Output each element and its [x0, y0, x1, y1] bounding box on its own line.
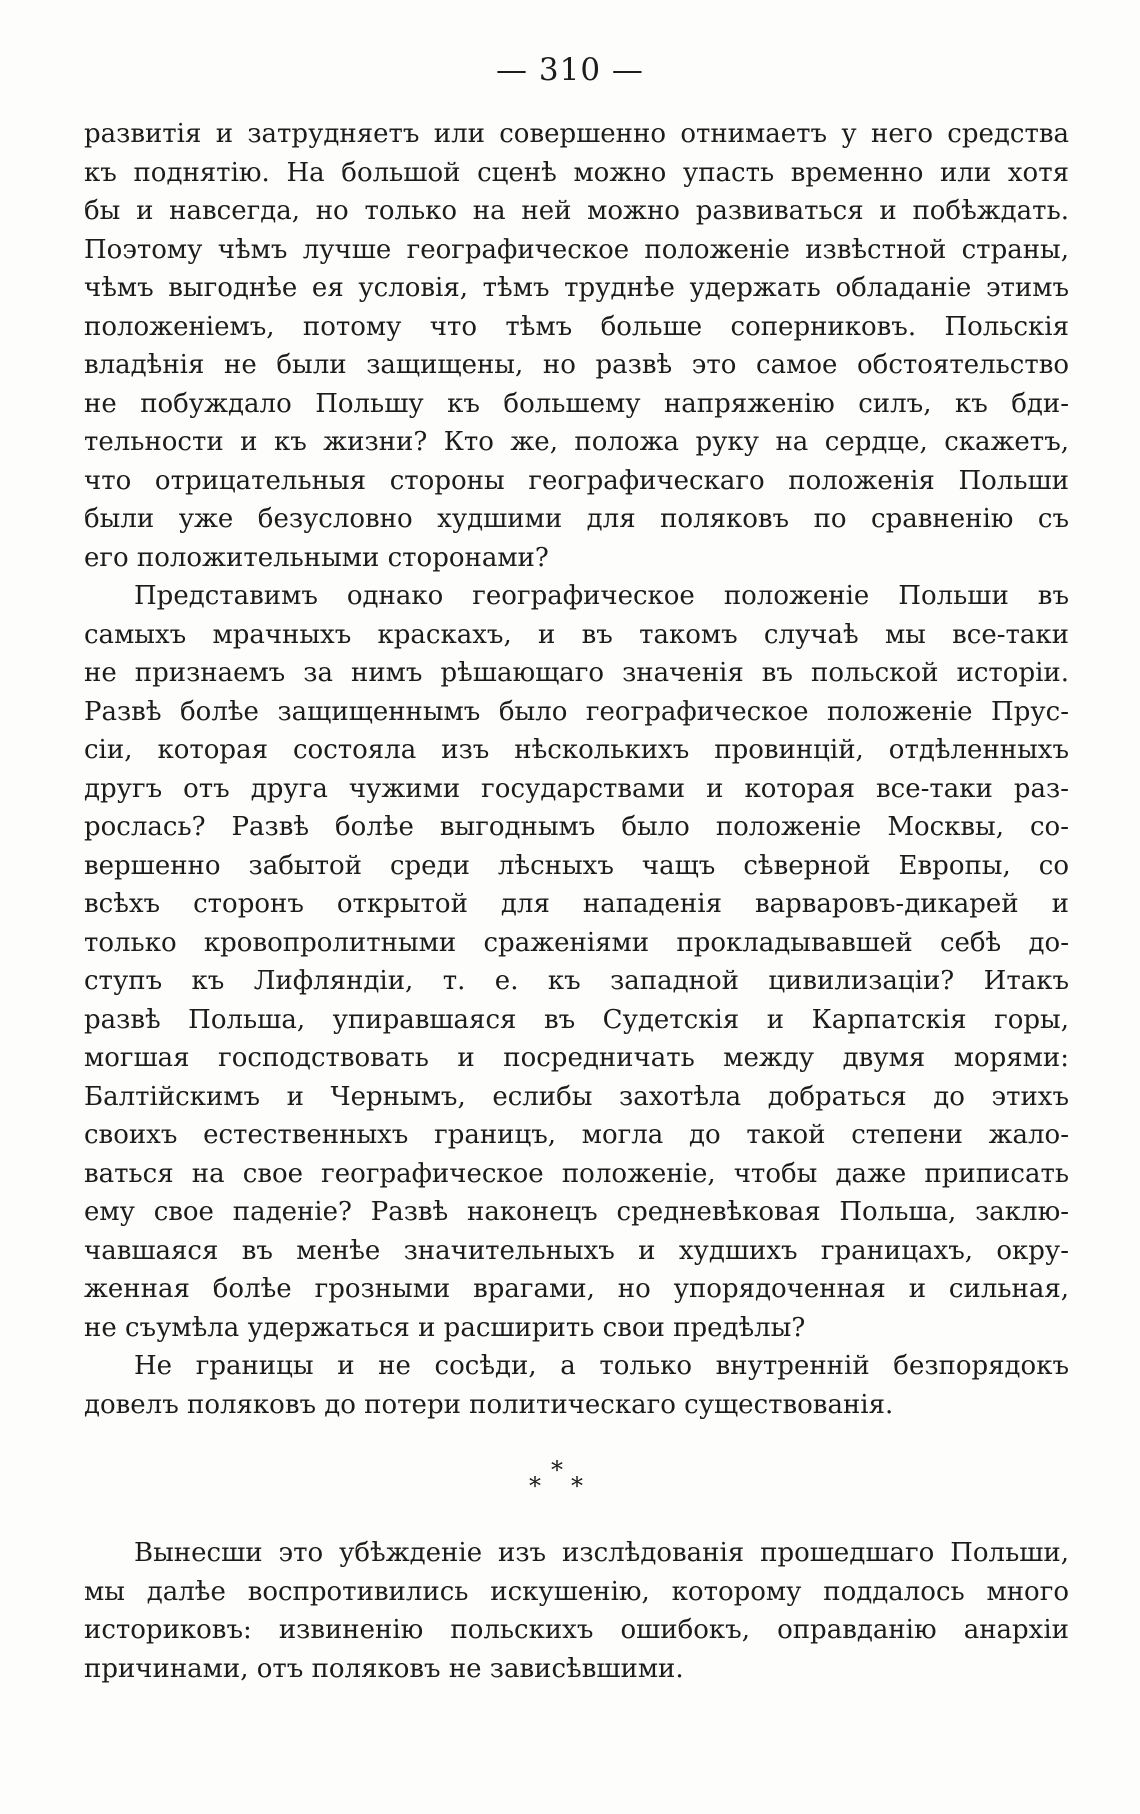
text-line: Поэтому чѣмъ лучше географическое положеніе извѣстной страны, [84, 234, 1069, 265]
section-break [84, 1424, 1069, 1534]
text-line: всѣхъ сторонъ открытой для нападенія варваровъ-дикарей и [84, 889, 1069, 919]
text-line: ступъ къ Лифляндіи, т. е. къ западной цивилизаціи? Итакъ [84, 966, 1069, 996]
text-line: чавшаяся въ менѣе значительныхъ и худшихъ границахъ, окру- [84, 1235, 1069, 1266]
text-line: развѣ Польша, упиравшаяся въ Судетскія и Карпатскія горы, [84, 1004, 1069, 1035]
text-line: не признаемъ за нимъ рѣшающаго значенія въ польской исторіи. [84, 658, 1069, 688]
text-line: своихъ естественныхъ границъ, могла до такой степени жало- [84, 1120, 1069, 1150]
body-text [84, 115, 1069, 1688]
text-line: Не границы и не сосѣди, а только внутренній безпорядокъ [134, 1351, 1069, 1381]
text-line: были уже безусловно худшими для поляковъ по сравненію съ [84, 504, 1069, 534]
paragraph-1 [84, 115, 1069, 577]
text-line: что отрицательныя стороны географическаго положенія Польши [84, 465, 1069, 496]
text-line: тельности и къ жизни? Кто же, положа руку на сердце, скажетъ, [84, 427, 1069, 457]
text-line: только кровопролитными сраженіями прокладывавшей себѣ до- [84, 927, 1069, 958]
text-line: причинами, отъ поляковъ не зависѣвшими. [84, 1653, 684, 1684]
text-line: бы и навсегда, но только на ней можно развиваться и побѣждать. [84, 196, 1069, 226]
text-line: его положительными сторонами? [84, 542, 549, 573]
text-line: Вынесши это убѣжденіе изъ изслѣдованія прошедшаго Польши, [134, 1538, 1069, 1568]
paragraph-2 [84, 577, 1069, 1347]
page-number: — 310 — [496, 52, 644, 88]
paragraph-3 [84, 1347, 1069, 1424]
text-line: къ поднятію. На большой сценѣ можно упасть временно или хотя [84, 157, 1069, 188]
text-line: не съумѣла удержаться и расширить свои предѣлы? [84, 1312, 806, 1343]
text-line: женная болѣе грозными врагами, но упорядоченная и сильная, [84, 1274, 1069, 1304]
text-line: ваться на свое географическое положеніе, чтобы даже приписать [84, 1158, 1069, 1189]
text-line: ему свое паденіе? Развѣ наконецъ средневѣковая Польша, заклю- [84, 1197, 1069, 1227]
paragraph-4 [84, 1534, 1069, 1688]
text-line: чѣмъ выгоднѣе ея условія, тѣмъ труднѣе удержать обладаніе этимъ [84, 273, 1069, 303]
asterisk-icon: * [529, 1472, 541, 1500]
asterisk-icon: * [571, 1472, 583, 1500]
text-line: вершенно забытой среди лѣсныхъ чащъ сѣверной Европы, со [84, 850, 1069, 881]
text-line: владѣнія не были защищены, но развѣ это самое обстоятельство [84, 350, 1069, 380]
text-line: развитія и затрудняетъ или совершенно отнимаетъ у него средства [84, 119, 1069, 149]
text-line: не побуждало Польшу къ большему напряженію силъ, къ бди- [84, 388, 1069, 419]
text-line: положеніемъ, потому что тѣмъ больше соперниковъ. Польскія [84, 311, 1069, 342]
text-line: рослась? Развѣ болѣе выгоднымъ было положеніе Москвы, со- [84, 812, 1069, 842]
asterism [529, 1456, 589, 1504]
text-line: Развѣ болѣе защищеннымъ было географическое положеніе Прус- [84, 696, 1069, 727]
text-line: могшая господствовать и посредничать между двумя морями: [84, 1043, 1069, 1073]
text-line: Балтійскимъ и Чернымъ, еслибы захотѣла добраться до этихъ [84, 1081, 1069, 1112]
asterisk-icon: * [551, 1456, 563, 1484]
text-line: довелъ поляковъ до потери политическаго существованія. [84, 1389, 894, 1420]
text-line: другъ отъ друга чужими государствами и которая все-таки раз- [84, 773, 1069, 804]
text-line: мы далѣе воспротивились искушенію, которому поддалось много [84, 1576, 1069, 1607]
text-line: историковъ: извиненію польскихъ ошибокъ, оправданію анархіи [84, 1615, 1069, 1645]
text-line: самыхъ мрачныхъ краскахъ, и въ такомъ случаѣ мы все-таки [84, 619, 1069, 650]
text-line: Представимъ однако географическое положеніе Польши въ [134, 581, 1069, 611]
text-line: сіи, которая состояла изъ нѣсколькихъ провинцій, отдѣленныхъ [84, 735, 1069, 765]
